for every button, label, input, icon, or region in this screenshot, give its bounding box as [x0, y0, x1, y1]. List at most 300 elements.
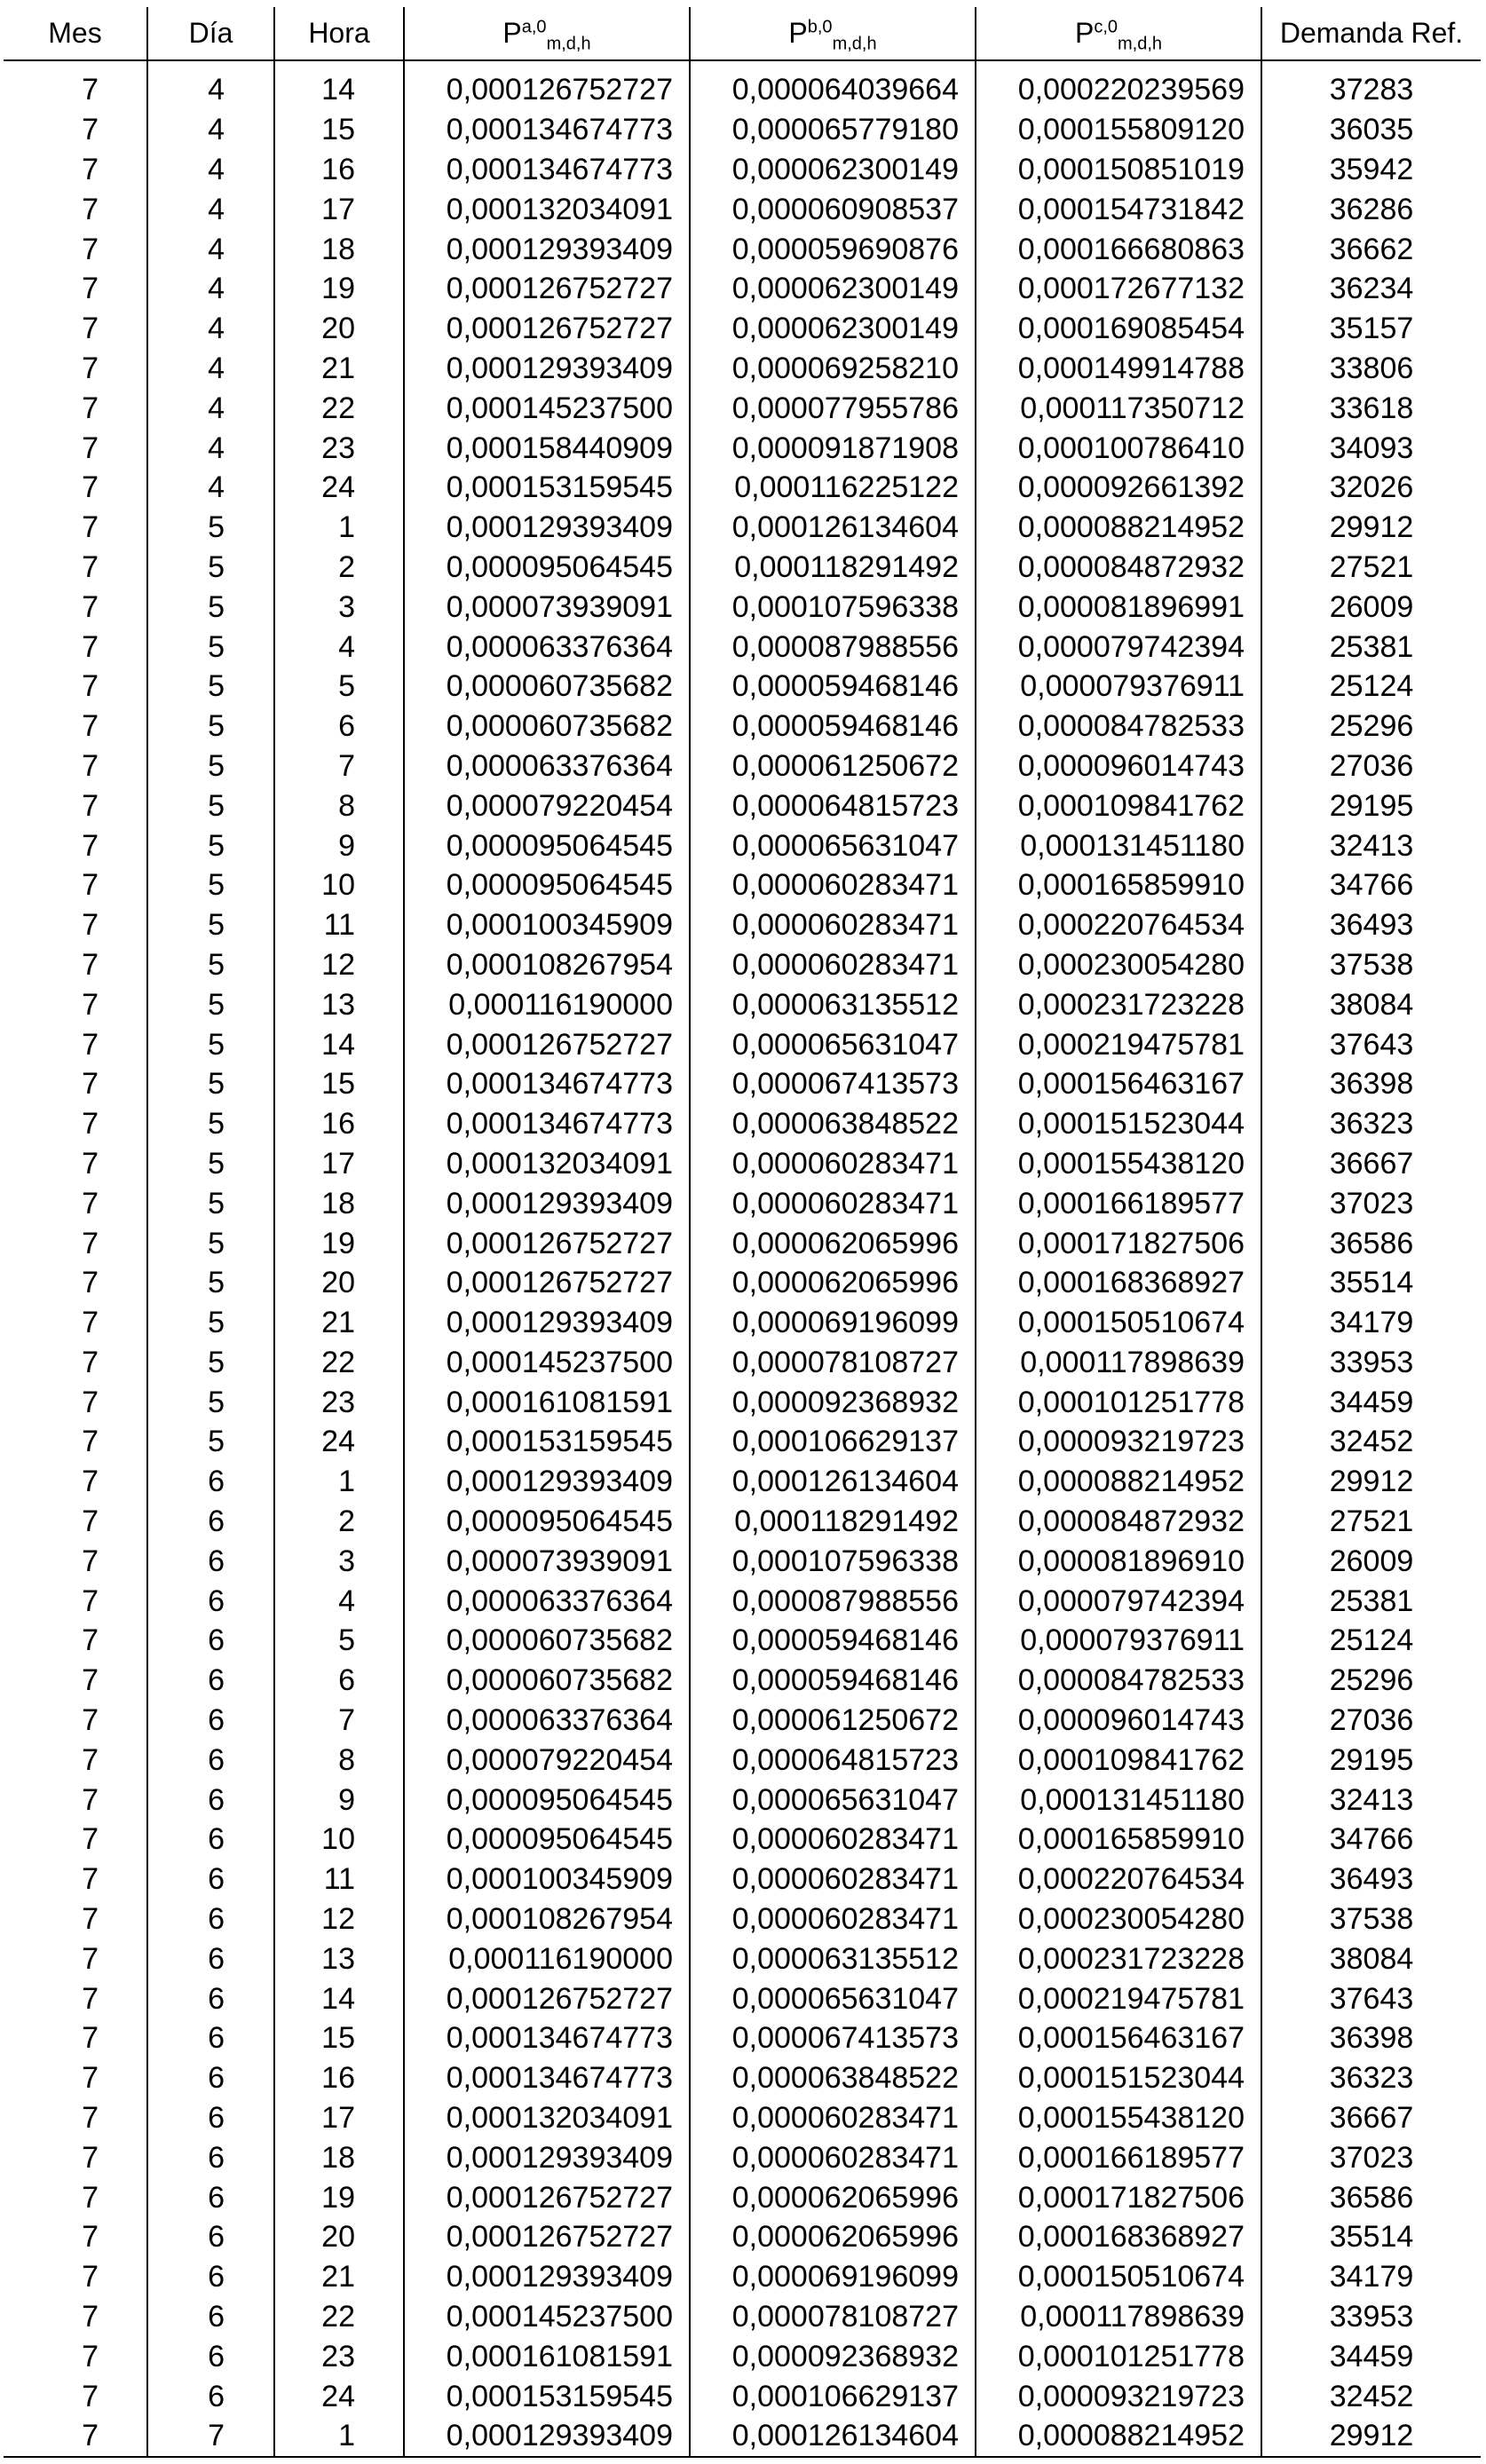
cell-p-a: 0,000129393409 [404, 1462, 690, 1502]
cell-p-c: 0,000155809120 [976, 110, 1261, 150]
table-header [4, 7, 1481, 60]
cell-mes: 7 [4, 1382, 147, 1422]
header-pa-symbol: P [502, 17, 522, 49]
cell-mes: 7 [4, 587, 147, 627]
cell-dia: 6 [147, 1621, 274, 1661]
cell-p-a: 0,000145237500 [404, 2297, 690, 2337]
cell-hora: 22 [274, 388, 404, 428]
cell-demanda: 38084 [1261, 984, 1481, 1024]
cell-p-c: 0,000096014743 [976, 746, 1261, 786]
cell-hora: 1 [274, 508, 404, 548]
cell-mes: 7 [4, 1780, 147, 1820]
cell-hora: 21 [274, 1303, 404, 1343]
cell-p-b: 0,000060908537 [690, 189, 976, 229]
cell-p-a: 0,000126752727 [404, 309, 690, 349]
header-pb-symbol: P [788, 17, 808, 49]
cell-hora: 21 [274, 2257, 404, 2297]
cell-demanda: 27036 [1261, 746, 1481, 786]
cell-p-a: 0,000063376364 [404, 627, 690, 667]
cell-p-a: 0,000134674773 [404, 2018, 690, 2058]
cell-hora: 9 [274, 1780, 404, 1820]
cell-demanda: 27521 [1261, 548, 1481, 588]
cell-dia: 5 [147, 984, 274, 1024]
cell-p-c: 0,000168368927 [976, 2217, 1261, 2257]
cell-mes: 7 [4, 1183, 147, 1223]
cell-hora: 16 [274, 150, 404, 190]
cell-dia: 6 [147, 2336, 274, 2376]
cell-hora: 6 [274, 1661, 404, 1701]
cell-p-b: 0,000065631047 [690, 1978, 976, 2018]
cell-demanda: 34766 [1261, 1820, 1481, 1860]
cell-demanda: 34459 [1261, 1382, 1481, 1422]
cell-dia: 6 [147, 2058, 274, 2098]
cell-demanda: 33806 [1261, 349, 1481, 389]
cell-dia: 5 [147, 707, 274, 746]
cell-dia: 4 [147, 110, 274, 150]
cell-mes: 7 [4, 349, 147, 389]
cell-dia: 4 [147, 428, 274, 468]
cell-p-c: 0,000084872932 [976, 1502, 1261, 1542]
cell-dia: 6 [147, 2137, 274, 2177]
cell-mes: 7 [4, 1303, 147, 1343]
cell-hora: 22 [274, 1343, 404, 1383]
table-row [4, 349, 1481, 389]
table-row [4, 825, 1481, 865]
cell-p-a: 0,000073939091 [404, 1541, 690, 1581]
cell-p-b: 0,000059690876 [690, 229, 976, 269]
cell-p-b: 0,000069196099 [690, 2257, 976, 2297]
cell-hora: 3 [274, 587, 404, 627]
cell-mes: 7 [4, 1820, 147, 1860]
header-pa [404, 7, 690, 60]
cell-demanda: 36493 [1261, 905, 1481, 945]
header-pc-subscript: m,d,h [1118, 34, 1163, 54]
cell-dia: 6 [147, 1502, 274, 1542]
cell-mes: 7 [4, 945, 147, 985]
cell-p-c: 0,000117898639 [976, 2297, 1261, 2337]
cell-p-c: 0,000231723228 [976, 1939, 1261, 1978]
cell-p-a: 0,000153159545 [404, 1422, 690, 1462]
cell-hora: 8 [274, 786, 404, 825]
cell-dia: 5 [147, 786, 274, 825]
cell-hora: 19 [274, 269, 404, 309]
cell-p-c: 0,000219475781 [976, 1024, 1261, 1064]
cell-p-b: 0,000062065996 [690, 2217, 976, 2257]
cell-p-b: 0,000092368932 [690, 2336, 976, 2376]
cell-p-c: 0,000131451180 [976, 1780, 1261, 1820]
cell-hora: 20 [274, 309, 404, 349]
cell-mes: 7 [4, 2098, 147, 2138]
cell-demanda: 27036 [1261, 1701, 1481, 1741]
cell-hora: 1 [274, 1462, 404, 1502]
table-row [4, 309, 1481, 349]
cell-demanda: 32026 [1261, 468, 1481, 508]
cell-demanda: 36493 [1261, 1860, 1481, 1899]
cell-demanda: 29912 [1261, 1462, 1481, 1502]
table-row [4, 2018, 1481, 2058]
cell-dia: 5 [147, 587, 274, 627]
cell-dia: 5 [147, 1064, 274, 1104]
cell-mes: 7 [4, 1978, 147, 2018]
cell-p-a: 0,000161081591 [404, 1382, 690, 1422]
cell-hora: 23 [274, 2336, 404, 2376]
cell-dia: 6 [147, 1939, 274, 1978]
header-pc [976, 7, 1261, 60]
cell-p-a: 0,000060735682 [404, 1621, 690, 1661]
cell-p-b: 0,000060283471 [690, 2137, 976, 2177]
cell-dia: 4 [147, 189, 274, 229]
cell-p-b: 0,000067413573 [690, 1064, 976, 1104]
cell-dia: 6 [147, 2257, 274, 2297]
cell-p-a: 0,000063376364 [404, 746, 690, 786]
cell-p-b: 0,000078108727 [690, 1343, 976, 1383]
cell-p-c: 0,000079742394 [976, 627, 1261, 667]
cell-p-a: 0,000129393409 [404, 1303, 690, 1343]
cell-p-b: 0,000126134604 [690, 1462, 976, 1502]
cell-p-c: 0,000165859910 [976, 865, 1261, 905]
cell-mes: 7 [4, 1343, 147, 1383]
table-row [4, 1382, 1481, 1422]
cell-p-b: 0,000060283471 [690, 905, 976, 945]
cell-p-b: 0,000087988556 [690, 627, 976, 667]
cell-p-c: 0,000155438120 [976, 1144, 1261, 1184]
cell-demanda: 25296 [1261, 1661, 1481, 1701]
cell-p-a: 0,000060735682 [404, 1661, 690, 1701]
cell-p-b: 0,000087988556 [690, 1581, 976, 1621]
cell-demanda: 29195 [1261, 786, 1481, 825]
cell-demanda: 36398 [1261, 2018, 1481, 2058]
cell-mes: 7 [4, 309, 147, 349]
cell-dia: 5 [147, 945, 274, 985]
cell-hora: 2 [274, 1502, 404, 1542]
cell-mes: 7 [4, 1541, 147, 1581]
cell-mes: 7 [4, 548, 147, 588]
cell-p-a: 0,000129393409 [404, 2257, 690, 2297]
header-dia: Día [147, 7, 274, 60]
cell-dia: 5 [147, 508, 274, 548]
cell-p-a: 0,000134674773 [404, 2058, 690, 2098]
cell-p-b: 0,000060283471 [690, 865, 976, 905]
cell-dia: 4 [147, 229, 274, 269]
cell-p-a: 0,000134674773 [404, 150, 690, 190]
cell-demanda: 36323 [1261, 2058, 1481, 2098]
table-row [4, 945, 1481, 985]
cell-mes: 7 [4, 110, 147, 150]
cell-p-a: 0,000132034091 [404, 1144, 690, 1184]
cell-dia: 6 [147, 1462, 274, 1502]
table-row [4, 110, 1481, 150]
cell-dia: 4 [147, 269, 274, 309]
cell-demanda: 35942 [1261, 150, 1481, 190]
cell-p-a: 0,000134674773 [404, 1104, 690, 1144]
cell-dia: 6 [147, 1978, 274, 2018]
cell-hora: 15 [274, 110, 404, 150]
cell-demanda: 35157 [1261, 309, 1481, 349]
table-row [4, 150, 1481, 190]
header-row [4, 7, 1481, 60]
cell-p-c: 0,000230054280 [976, 945, 1261, 985]
cell-demanda: 37023 [1261, 1183, 1481, 1223]
cell-demanda: 33953 [1261, 2297, 1481, 2337]
cell-p-c: 0,000093219723 [976, 1422, 1261, 1462]
cell-mes: 7 [4, 1104, 147, 1144]
cell-mes: 7 [4, 508, 147, 548]
cell-dia: 6 [147, 2098, 274, 2138]
cell-hora: 19 [274, 2177, 404, 2217]
cell-hora: 13 [274, 1939, 404, 1978]
table-row [4, 548, 1481, 588]
cell-demanda: 37538 [1261, 945, 1481, 985]
cell-dia: 5 [147, 825, 274, 865]
cell-hora: 19 [274, 1223, 404, 1263]
cell-hora: 3 [274, 1541, 404, 1581]
cell-p-a: 0,000129393409 [404, 2137, 690, 2177]
cell-p-a: 0,000129393409 [404, 229, 690, 269]
table-row [4, 905, 1481, 945]
cell-p-a: 0,000126752727 [404, 269, 690, 309]
table-row [4, 865, 1481, 905]
cell-mes: 7 [4, 1860, 147, 1899]
table-row [4, 587, 1481, 627]
cell-hora: 24 [274, 2376, 404, 2416]
cell-mes: 7 [4, 229, 147, 269]
cell-p-a: 0,000060735682 [404, 707, 690, 746]
cell-dia: 6 [147, 2177, 274, 2217]
cell-dia: 6 [147, 2297, 274, 2337]
cell-p-a: 0,000153159545 [404, 468, 690, 508]
cell-dia: 5 [147, 667, 274, 707]
cell-hora: 20 [274, 2217, 404, 2257]
cell-p-a: 0,000079220454 [404, 786, 690, 825]
cell-mes: 7 [4, 150, 147, 190]
header-pb-superscript: b,0 [807, 17, 833, 37]
cell-demanda: 33953 [1261, 1343, 1481, 1383]
cell-p-c: 0,000155438120 [976, 2098, 1261, 2138]
table-row [4, 1541, 1481, 1581]
header-pb [690, 7, 976, 60]
cell-demanda: 36234 [1261, 269, 1481, 309]
cell-p-a: 0,000126752727 [404, 70, 690, 110]
cell-p-b: 0,000118291492 [690, 1502, 976, 1542]
cell-p-b: 0,000069258210 [690, 349, 976, 389]
cell-mes: 7 [4, 1621, 147, 1661]
cell-p-a: 0,000126752727 [404, 1978, 690, 2018]
cell-demanda: 34179 [1261, 1303, 1481, 1343]
cell-p-a: 0,000145237500 [404, 1343, 690, 1383]
cell-p-b: 0,000059468146 [690, 1661, 976, 1701]
cell-hora: 12 [274, 945, 404, 985]
cell-p-a: 0,000134674773 [404, 110, 690, 150]
cell-dia: 5 [147, 1223, 274, 1263]
table-body [4, 60, 1481, 2457]
cell-p-c: 0,000084872932 [976, 548, 1261, 588]
cell-dia: 5 [147, 1382, 274, 1422]
table-row [4, 1343, 1481, 1383]
table-row [4, 1462, 1481, 1502]
cell-hora: 22 [274, 2297, 404, 2337]
cell-demanda: 25124 [1261, 1621, 1481, 1661]
cell-p-b: 0,000060283471 [690, 1183, 976, 1223]
cell-p-b: 0,000091871908 [690, 428, 976, 468]
cell-demanda: 38084 [1261, 1939, 1481, 1978]
cell-demanda: 34179 [1261, 2257, 1481, 2297]
table-row [4, 1144, 1481, 1184]
cell-hora: 20 [274, 1263, 404, 1303]
cell-dia: 7 [147, 2416, 274, 2457]
cell-mes: 7 [4, 1502, 147, 1542]
cell-p-a: 0,000129393409 [404, 508, 690, 548]
cell-mes: 7 [4, 1223, 147, 1263]
cell-p-c: 0,000092661392 [976, 468, 1261, 508]
table-row [4, 1104, 1481, 1144]
cell-p-a: 0,000126752727 [404, 1263, 690, 1303]
cell-p-b: 0,000062300149 [690, 269, 976, 309]
cell-p-c: 0,000131451180 [976, 825, 1261, 865]
table-row [4, 1263, 1481, 1303]
cell-p-a: 0,000129393409 [404, 1183, 690, 1223]
cell-dia: 5 [147, 1303, 274, 1343]
cell-p-b: 0,000062065996 [690, 2177, 976, 2217]
cell-mes: 7 [4, 388, 147, 428]
cell-p-a: 0,000129393409 [404, 349, 690, 389]
cell-mes: 7 [4, 1462, 147, 1502]
cell-hora: 12 [274, 1899, 404, 1939]
cell-hora: 24 [274, 1422, 404, 1462]
table-spacer-row [4, 60, 1481, 70]
cell-p-c: 0,000109841762 [976, 786, 1261, 825]
cell-mes: 7 [4, 2336, 147, 2376]
header-pb-subscript: m,d,h [832, 34, 877, 54]
table-row [4, 1024, 1481, 1064]
cell-demanda: 29912 [1261, 2416, 1481, 2457]
cell-p-a: 0,000116190000 [404, 1939, 690, 1978]
cell-demanda: 37538 [1261, 1899, 1481, 1939]
cell-p-c: 0,000171827506 [976, 2177, 1261, 2217]
cell-p-c: 0,000079742394 [976, 1581, 1261, 1621]
cell-p-a: 0,000095064545 [404, 1780, 690, 1820]
cell-p-c: 0,000154731842 [976, 189, 1261, 229]
cell-mes: 7 [4, 1661, 147, 1701]
cell-p-c: 0,000084782533 [976, 1661, 1261, 1701]
cell-mes: 7 [4, 746, 147, 786]
cell-hora: 7 [274, 1701, 404, 1741]
cell-demanda: 37643 [1261, 1978, 1481, 2018]
table-row [4, 1183, 1481, 1223]
cell-p-c: 0,000150851019 [976, 150, 1261, 190]
cell-p-a: 0,000132034091 [404, 2098, 690, 2138]
cell-p-c: 0,000168368927 [976, 1263, 1261, 1303]
cell-p-a: 0,000153159545 [404, 2376, 690, 2416]
cell-p-b: 0,000059468146 [690, 667, 976, 707]
cell-p-a: 0,000126752727 [404, 2177, 690, 2217]
cell-demanda: 25381 [1261, 627, 1481, 667]
table-row [4, 1820, 1481, 1860]
cell-p-a: 0,000134674773 [404, 1064, 690, 1104]
cell-p-b: 0,000063848522 [690, 2058, 976, 2098]
cell-dia: 5 [147, 1183, 274, 1223]
cell-p-b: 0,000062300149 [690, 309, 976, 349]
cell-hora: 23 [274, 428, 404, 468]
table-row [4, 786, 1481, 825]
cell-demanda: 34459 [1261, 2336, 1481, 2376]
cell-dia: 4 [147, 349, 274, 389]
table-row [4, 984, 1481, 1024]
cell-demanda: 34766 [1261, 865, 1481, 905]
table-row [4, 388, 1481, 428]
cell-p-b: 0,000059468146 [690, 707, 976, 746]
cell-demanda: 36398 [1261, 1064, 1481, 1104]
cell-p-b: 0,000061250672 [690, 1701, 976, 1741]
cell-p-b: 0,000062065996 [690, 1223, 976, 1263]
cell-mes: 7 [4, 2177, 147, 2217]
header-pc-symbol: P [1074, 17, 1095, 49]
cell-hora: 6 [274, 707, 404, 746]
cell-demanda: 29195 [1261, 1740, 1481, 1780]
cell-hora: 4 [274, 1581, 404, 1621]
cell-dia: 6 [147, 1860, 274, 1899]
cell-p-b: 0,000078108727 [690, 2297, 976, 2337]
table-row [4, 746, 1481, 786]
table-row [4, 2257, 1481, 2297]
cell-p-b: 0,000060283471 [690, 1899, 976, 1939]
cell-mes: 7 [4, 1581, 147, 1621]
cell-p-a: 0,000063376364 [404, 1701, 690, 1741]
header-mes: Mes [4, 7, 147, 60]
cell-mes: 7 [4, 2257, 147, 2297]
cell-p-a: 0,000116190000 [404, 984, 690, 1024]
cell-p-b: 0,000062300149 [690, 150, 976, 190]
cell-p-c: 0,000079376911 [976, 667, 1261, 707]
cell-p-a: 0,000100345909 [404, 1860, 690, 1899]
cell-p-c: 0,000151523044 [976, 2058, 1261, 2098]
cell-dia: 4 [147, 468, 274, 508]
cell-p-b: 0,000060283471 [690, 1144, 976, 1184]
table-row [4, 1860, 1481, 1899]
header-demanda: Demanda Ref. [1261, 7, 1481, 60]
table-row [4, 1502, 1481, 1542]
cell-p-b: 0,000069196099 [690, 1303, 976, 1343]
cell-hora: 21 [274, 349, 404, 389]
cell-hora: 15 [274, 2018, 404, 2058]
cell-p-c: 0,000084782533 [976, 707, 1261, 746]
cell-p-a: 0,000100345909 [404, 905, 690, 945]
cell-mes: 7 [4, 786, 147, 825]
cell-mes: 7 [4, 667, 147, 707]
cell-p-b: 0,000106629137 [690, 2376, 976, 2416]
cell-dia: 5 [147, 1104, 274, 1144]
cell-p-c: 0,000172677132 [976, 269, 1261, 309]
cell-demanda: 32413 [1261, 1780, 1481, 1820]
cell-p-c: 0,000093219723 [976, 2376, 1261, 2416]
table-row [4, 1661, 1481, 1701]
cell-p-b: 0,000063135512 [690, 984, 976, 1024]
cell-demanda: 36035 [1261, 110, 1481, 150]
table-row [4, 627, 1481, 667]
cell-p-b: 0,000064815723 [690, 786, 976, 825]
cell-p-c: 0,000150510674 [976, 2257, 1261, 2297]
cell-hora: 1 [274, 2416, 404, 2457]
cell-p-b: 0,000064815723 [690, 1740, 976, 1780]
cell-p-c: 0,000151523044 [976, 1104, 1261, 1144]
cell-p-a: 0,000129393409 [404, 2416, 690, 2457]
cell-p-c: 0,000156463167 [976, 2018, 1261, 2058]
cell-hora: 10 [274, 1820, 404, 1860]
cell-hora: 16 [274, 1104, 404, 1144]
cell-hora: 10 [274, 865, 404, 905]
cell-dia: 6 [147, 1899, 274, 1939]
cell-p-a: 0,000095064545 [404, 548, 690, 588]
table-row [4, 1422, 1481, 1462]
